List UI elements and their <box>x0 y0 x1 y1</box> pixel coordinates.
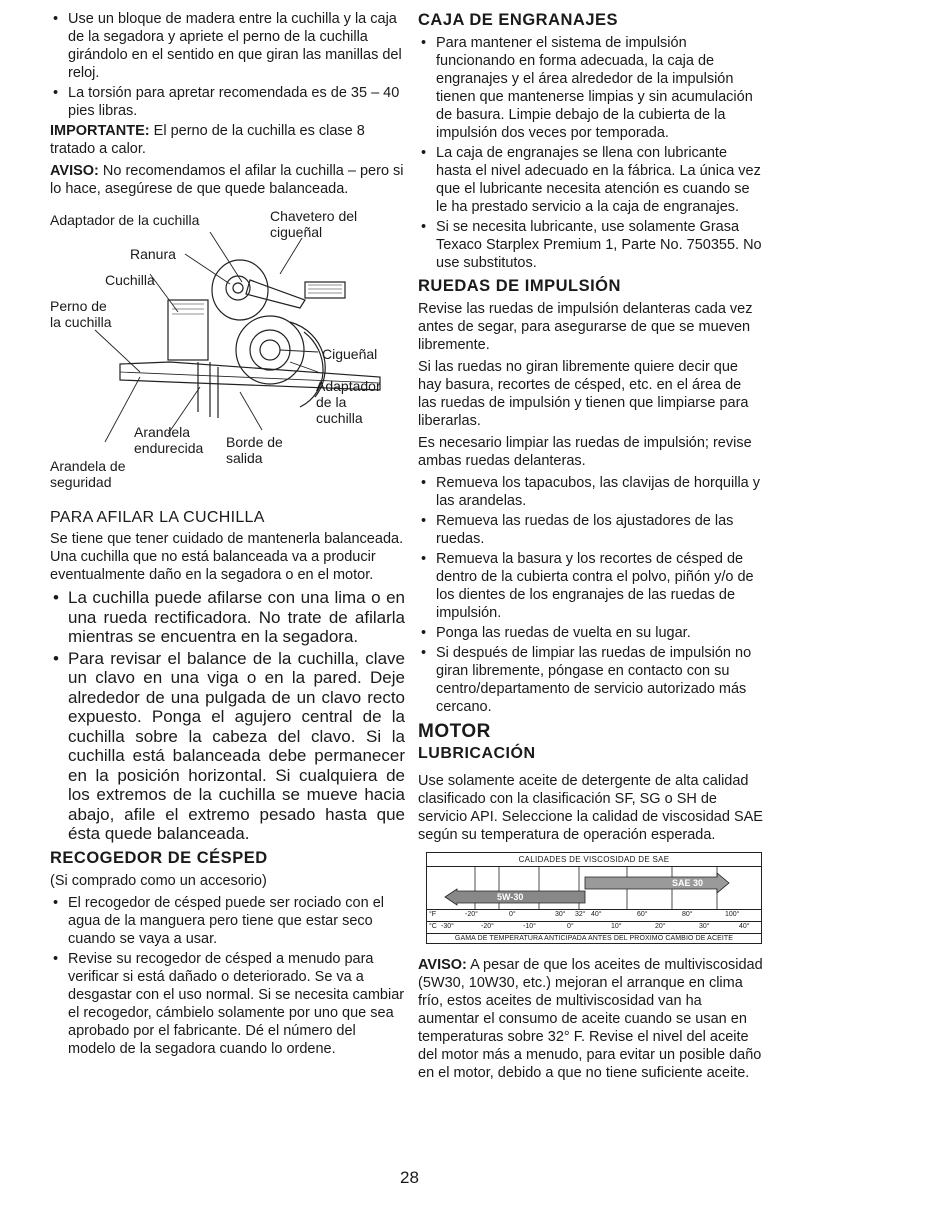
recogedor-heading: RECOGEDOR DE CÉSPED <box>50 848 268 867</box>
scale-value: -20° <box>465 911 478 918</box>
scale-value: -10° <box>523 923 536 930</box>
list-item: • La cuchilla puede afilarse con una lima o en una rueda rectificadora. No trate de afilarla mientras se encuentra en la segadora. <box>50 588 405 647</box>
label-cuchilla: Cuchilla <box>105 272 155 288</box>
recogedor-list <box>50 894 405 1058</box>
list-item: • Para revisar el balance de la cuchilla, clave un clavo en una viga o en la pared. Deje alrededor de una pulgada de un clavo recto expuesto. Ponga el agujero central de la cuchilla sobre la cabeza del clavo. Si la cuchilla está balanceada debe permanecer en la posición horizontal. Si cualquiera de los extremos de la cuchilla se mueve hacia abajo, afile el extremo pesado hasta que ésta quede balanceada. <box>50 649 405 844</box>
scale-value: 10° <box>611 923 622 930</box>
ruedas-list <box>418 474 763 716</box>
list-item: • La torsión para apretar recomendada es de 35 – 40 pies libras. <box>50 84 405 120</box>
list-item: • Si después de limpiar las ruedas de impulsión no giran libremente, póngase en contacto con su centro/departamento de servicio autorizado más cercano. <box>418 644 763 716</box>
scale-value: 40° <box>591 911 602 918</box>
list-item: • El recogedor de césped puede ser rociado con el agua de la manguera pero tiene que estar seco cuando se vaya a usar. <box>50 894 405 948</box>
scale-value: 100° <box>725 911 740 918</box>
recogedor-intro: (Si comprado como un accesorio) <box>50 872 267 889</box>
list-item: • Use un bloque de madera entre la cuchilla y la caja de la segadora y apriete el perno de la cuchilla girándolo en el sentido en que giran las manillas del reloj. <box>50 10 405 82</box>
scale-value: 60° <box>637 911 648 918</box>
scale-label: °C <box>429 923 437 930</box>
viscosity-chart-footer: GAMA DE TEMPERATURA ANTICIPADA ANTES DEL PROXIMO CAMBIO DE ACEITE <box>454 935 734 942</box>
ruedas-heading: RUEDAS DE IMPULSIÓN <box>418 277 621 295</box>
list-item: • Remueva la basura y los recortes de césped de dentro de la cubierta contra el polvo, piñón y/o de los dientes de los engranajes de las ruedas de impulsión. <box>418 550 763 622</box>
blade-install-list <box>50 10 405 120</box>
scale-value: 30° <box>555 911 566 918</box>
lubricacion-text: Use solamente aceite de detergente de alta calidad clasificado con la clasificación SF, SG o SH de servicio API. Seleccione la calidad de viscosidad SAE según su temperatura de operación esperada. <box>418 773 763 843</box>
scale-value: 40° <box>739 923 750 930</box>
scale-value: 80° <box>682 911 693 918</box>
scale-value: 0° <box>567 923 574 930</box>
importante-paragraph <box>50 122 405 158</box>
bar-5w30-label: 5W-30 <box>497 892 524 902</box>
aviso-text: A pesar de que los aceites de multiviscosidad (5W30, 10W30, etc.) mejoran el arranque en clima frío, estos aceites de multiviscosidad van ha aumentar el consumo de aceite cuando se usan en temperaturas sobre 32° F. Revise el nivel del aceite del motor más a menudo, para evitar un posible daño en el motor, debido a que no tiene suficiente aceite. <box>418 957 763 1081</box>
importante-label: IMPORTANTE: <box>50 123 150 139</box>
caja-heading: CAJA DE ENGRANAJES <box>418 11 619 29</box>
aviso-text: No recomendamos el afilar la cuchilla – pero si lo hace, asegúrese de que quede balanceada. <box>50 163 404 197</box>
aviso-label: AVISO: <box>50 163 99 179</box>
afilar-intro: Se tiene que tener cuidado de mantenerla balanceada. Una cuchilla que no está balanceada va a producir eventualmente daño en la segadora o en el motor. <box>50 531 404 583</box>
ruedas-paragraph: Es necesario limpiar las ruedas de impulsión; revise ambas ruedas delanteras. <box>418 435 752 469</box>
motor-heading: MOTOR <box>418 721 491 742</box>
list-item: • Revise su recogedor de césped a menudo para verificar si está dañado o deteriorado. Se va a desgastar con el uso normal. Si se necesita cambiar el recogedor, cámbielo solamente por uno que sea aprobado por el fabricante. Dé el número del modelo de la segadora cuando lo ordene. <box>50 950 405 1058</box>
label-perno: Perno de la cuchilla <box>50 298 112 330</box>
fahrenheit-row <box>427 910 761 922</box>
label-chavetero: Chavetero del cigueñal <box>270 208 358 240</box>
scale-value: -30° <box>441 923 454 930</box>
scale-value: 32° <box>575 911 586 918</box>
blade-diagram <box>50 208 405 502</box>
celsius-row <box>427 922 761 934</box>
aviso-label: AVISO: <box>418 957 467 973</box>
right-column <box>418 10 763 1086</box>
scale-value: 20° <box>655 923 666 930</box>
caja-list <box>418 34 763 272</box>
label-adaptador-2: Adaptador de la cuchilla <box>316 378 381 426</box>
scale-label: °F <box>429 911 437 918</box>
page-number: 28 <box>400 1168 419 1187</box>
viscosity-bars-graphic <box>427 867 761 909</box>
bar-sae30-label: SAE 30 <box>672 878 704 888</box>
list-item: • Para mantener el sistema de impulsión funcionando en forma adecuada, la caja de engranajes y el área alrededor de la impulsión tienen que mantenerse limpias y sin acumulación de basura. Limpie debajo de la cubierta de la impulsión dos veces por temporada. <box>418 34 763 142</box>
list-item: • La caja de engranajes se llena con lubricante hasta el nivel adecuado en la fábrica. La única vez que el lubricante necesita atención es cuando se le ha prestado servicio a la caja de engranajes. <box>418 144 763 216</box>
scale-value: -20° <box>481 923 494 930</box>
label-ranura: Ranura <box>130 246 176 262</box>
viscosity-chart <box>426 852 762 944</box>
ruedas-paragraph: Si las ruedas no giran libremente quiere decir que hay basura, recortes de césped, etc. en el área de las ruedas de impulsión y tienen que limpiarse para liberarlas. <box>418 359 749 429</box>
scale-value: 0° <box>509 911 516 918</box>
label-arandela-seguridad: Arandela de seguridad <box>50 458 126 490</box>
afilar-list <box>50 588 405 844</box>
importante-text: El perno de la cuchilla es clase 8 tratado a calor. <box>50 123 365 157</box>
left-column <box>50 10 405 1060</box>
list-item: • Remueva las ruedas de los ajustadores de las ruedas. <box>418 512 763 548</box>
label-arandela-endurecida: Arandela endurecida <box>134 424 204 456</box>
lubricacion-heading: LUBRICACIÓN <box>418 745 536 762</box>
scale-value: 30° <box>699 923 710 930</box>
aviso-paragraph <box>418 956 763 1082</box>
label-borde: Borde de salida <box>226 434 283 466</box>
ruedas-paragraph: Revise las ruedas de impulsión delanteras cada vez antes de segar, para asegurarse de que se mueven libremente. <box>418 301 753 353</box>
aviso-paragraph <box>50 162 405 198</box>
label-ciguenal: Cigueñal <box>322 346 378 362</box>
list-item: • Si se necesita lubricante, use solamente Grasa Texaco Starplex Premium 1, Parte No. 750355. No use substitutos. <box>418 218 763 272</box>
afilar-heading: PARA AFILAR LA CUCHILLA <box>50 509 265 526</box>
viscosity-bars <box>427 867 761 910</box>
viscosity-chart-title: CALIDADES DE VISCOSIDAD DE SAE <box>427 853 761 867</box>
list-item: • Ponga las ruedas de vuelta en su lugar. <box>418 624 763 642</box>
list-item: • Remueva los tapacubos, las clavijas de horquilla y las arandelas. <box>418 474 763 510</box>
label-adaptador-cuchilla: Adaptador de la cuchilla <box>50 212 200 228</box>
